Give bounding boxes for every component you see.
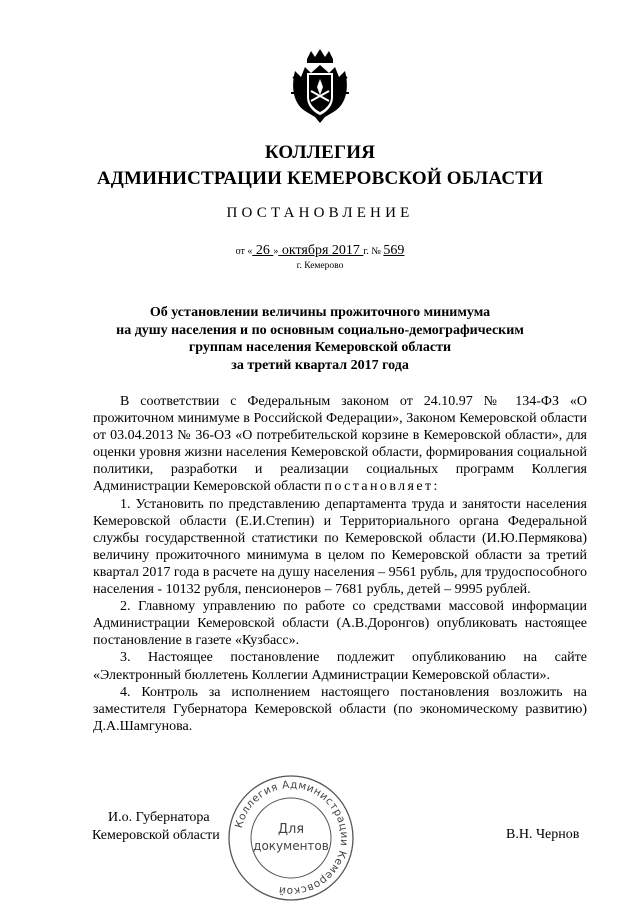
title-line: группам населения Кемеровской области (188, 340, 452, 355)
decree-item: 2. Главному управлению по работе со средствами массовой информации Администрации Кемеровской области (А.В.Доронгов) опубликовать настоящее постановление в газете «Кузбасс». (93, 599, 587, 649)
title-line: за третий квартал 2017 года (231, 357, 409, 373)
signer-name: В.Н. Чернов (506, 827, 580, 842)
preamble-paragraph (93, 393, 587, 496)
date-day: 26 (252, 243, 274, 258)
date-line (0, 243, 640, 259)
decree-item: 1. Установить по представлению департамента труда и занятости населения Кемеровской области (Е.И.Степин) и Территориального органа Федеральной службы государственной статистики по Кемеровской области (И.Ю.Пермякова) величину прожиточного минимума в целом по Кемеровской области за третий квартал 2017 года в расчете на душу населения – 9561 рубль, для трудоспособного населения - 10132 рубля, пенсионеров – 7681 рубль, детей – 9995 рублей. (93, 496, 587, 598)
seal-ring-text: Коллегия Администрации Кемеровской (233, 778, 351, 898)
decree-word: постановляет: (324, 479, 440, 495)
seal-line2: документов (253, 839, 329, 853)
title-line: Об установлении величины прожиточного минимума (149, 305, 491, 320)
signer-position-line2: Кемеровской области (92, 828, 220, 843)
document-title (60, 304, 580, 374)
city: г. Кемерово (296, 261, 344, 271)
preamble-text: В соответствии с Федеральным законом от 24.10.97 № 134-ФЗ «О прожиточном минимуме в Российской Федерации», Законом Кемеровской области от 03.04.2013 № 36-ОЗ «О потребительской корзине в Кемеровской области», для оценки уровня жизни населения Кемеровской области, формирования социальной политики, разработки и реализации социальных программ Коллегия Администрации Кемеровской области (93, 394, 587, 495)
document-body (93, 393, 587, 735)
number-prefix: № (368, 246, 384, 257)
date-sep: » (273, 246, 279, 257)
signer-position (92, 809, 220, 845)
signer-position-line1: И.о. Губернатора (108, 810, 210, 825)
document-number: 569 (383, 243, 405, 258)
title-line: на душу населения и по основным социально-демографическим (116, 322, 524, 338)
decree-item: 3. Настоящее постановление подлежит опубликованию на сайте «Электронный бюллетень Коллегии Администрации Кемеровской области». (93, 650, 587, 683)
date-year-suffix: г. (363, 246, 369, 257)
date-month-year: октября 2017 (278, 243, 364, 258)
document-type: ПОСТАНОВЛЕНИЕ (226, 205, 414, 221)
org-name-line2: АДМИНИСТРАЦИИ КЕМЕРОВСКОЙ ОБЛАСТИ (96, 168, 544, 189)
org-name-line1: КОЛЛЕГИЯ (264, 142, 376, 163)
decree-item: 4. Контроль за исполнением настоящего постановления возложить на заместителя Губернатора Кемеровской области (по экономическому развитию) Д.А.Шамгунова. (93, 684, 587, 734)
seal-line1: Для (277, 822, 305, 837)
date-prefix: от « (235, 246, 253, 257)
coat-of-arms-icon (289, 47, 351, 125)
seal-stamp (226, 773, 356, 903)
